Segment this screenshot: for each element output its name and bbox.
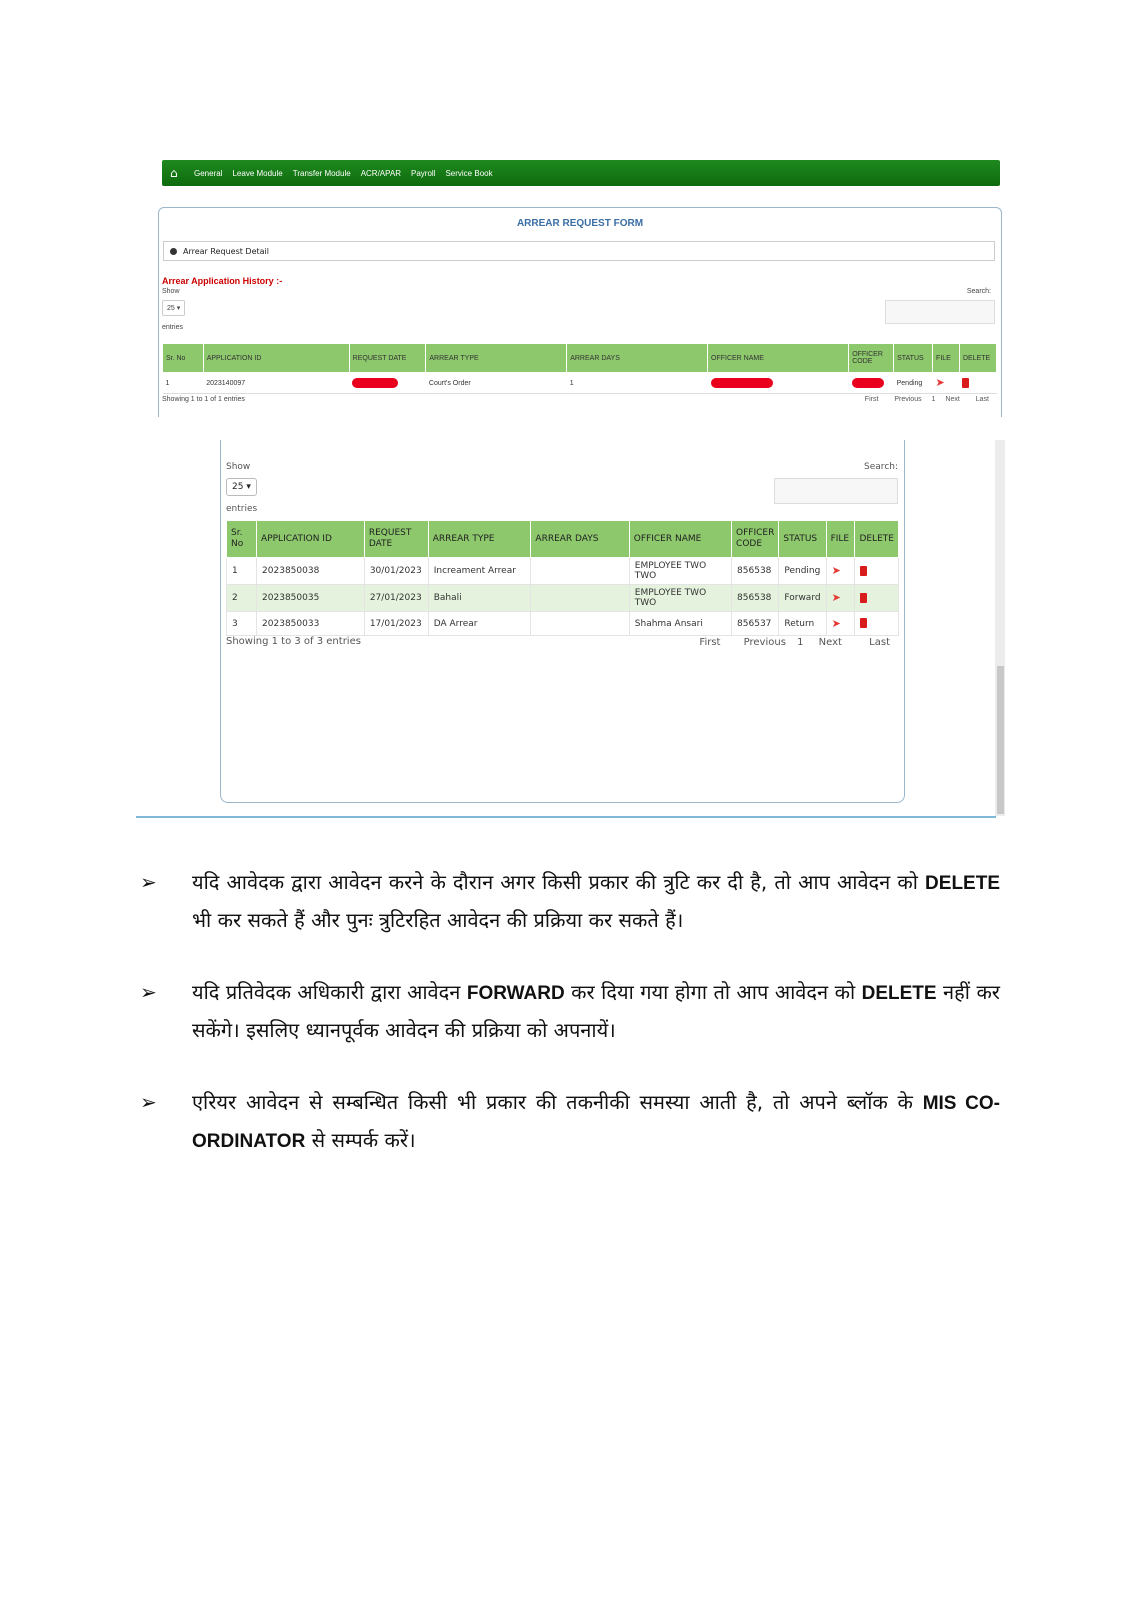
arrear-table — [226, 520, 899, 636]
show-label: Show — [226, 462, 251, 472]
entries-label: entries — [226, 504, 258, 514]
col-arrear-days[interactable]: ARREAR DAYS — [531, 521, 629, 558]
pager-next[interactable]: Next — [818, 637, 842, 648]
redaction-mark — [852, 378, 884, 388]
instruction-text — [192, 864, 1000, 938]
cell-delete — [959, 373, 996, 394]
col-request-date[interactable]: REQUEST DATE — [364, 521, 428, 558]
col-request-date[interactable]: REQUEST DATE — [349, 344, 426, 373]
arrow-bullet-icon: ➢ — [140, 980, 157, 1004]
bold-text: DELETE — [925, 873, 1000, 894]
col-arrear-type[interactable]: ARREAR TYPE — [426, 344, 567, 373]
pager-page[interactable]: 1 — [931, 396, 936, 403]
home-icon[interactable]: ⌂ — [170, 166, 178, 180]
cell-file — [826, 558, 855, 585]
collapse-icon — [170, 248, 177, 255]
pager-first[interactable]: First — [699, 637, 721, 648]
nav-service-book[interactable]: Service Book — [445, 168, 493, 178]
cell-status: Return — [779, 612, 826, 636]
col-status[interactable]: STATUS — [894, 344, 933, 373]
arrow-bullet-icon: ➢ — [140, 870, 157, 894]
search-label: Search: — [966, 288, 991, 295]
nav-leave-module[interactable]: Leave Module — [232, 168, 283, 178]
col-officer-name[interactable]: OFFICER NAME — [629, 521, 731, 558]
cell-arrear-days — [531, 612, 629, 636]
pdf-file-icon[interactable]: ➤ — [831, 591, 841, 604]
cell-delete — [855, 558, 899, 585]
instruction-item — [140, 974, 1000, 1048]
col-arrear-days[interactable]: ARREAR DAYS — [567, 344, 708, 373]
arrow-bullet-icon: ➢ — [140, 1090, 157, 1114]
pager-last[interactable]: Last — [975, 396, 989, 403]
col-officer-name[interactable]: OFFICER NAME — [708, 344, 849, 373]
page-size-value: 25 — [232, 482, 244, 492]
nav-transfer-module[interactable]: Transfer Module — [292, 168, 351, 178]
cell-status: Pending — [894, 373, 933, 394]
col-application-id[interactable]: APPLICATION ID — [203, 344, 349, 373]
cell-officer-redacted — [708, 373, 849, 394]
col-status[interactable]: STATUS — [779, 521, 826, 558]
text: यदि प्रतिवेदक अधिकारी द्वारा आवेदन — [192, 980, 467, 1004]
page-size-value: 25 — [167, 305, 175, 312]
cell-delete — [855, 585, 899, 612]
table-row — [227, 558, 899, 585]
bold-text: DELETE — [861, 983, 937, 1004]
page-size-select[interactable]: 25 ▾ — [226, 478, 257, 496]
cell-officer: Shahma Ansari — [629, 612, 731, 636]
pager-previous[interactable]: Previous — [894, 396, 922, 403]
col-sr-no[interactable]: Sr. No — [227, 521, 257, 558]
cell-sr: 1 — [163, 373, 204, 394]
pager-previous[interactable]: Previous — [743, 637, 786, 648]
text: एरियर आवेदन से सम्बन्धित किसी भी प्रकार की तकनीकी समस्या आती है, तो अपने ब्लॉक के — [192, 1090, 923, 1114]
history-table — [162, 343, 997, 394]
instruction-text — [192, 974, 1000, 1048]
cell-date: 17/01/2023 — [364, 612, 428, 636]
instruction-text — [192, 1084, 1000, 1160]
col-application-id[interactable]: APPLICATION ID — [257, 521, 365, 558]
cell-app-id: 2023140097 — [203, 373, 349, 394]
cell-app-id: 2023850035 — [257, 585, 365, 612]
arrear-request-panel — [158, 207, 1002, 417]
cell-arrear-type: Increament Arrear — [428, 558, 531, 585]
cell-sr: 3 — [227, 612, 257, 636]
nav-general[interactable]: General — [194, 168, 223, 178]
cell-status: Forward — [779, 585, 826, 612]
text: कर दिया गया होगा तो आप आवेदन को — [564, 980, 862, 1004]
table-header-row — [163, 344, 997, 373]
pdf-file-icon[interactable]: ➤ — [831, 564, 841, 577]
page-size-select[interactable]: 25 ▾ — [162, 300, 185, 316]
cell-arrear-days — [531, 558, 629, 585]
scrollbar-thumb[interactable] — [997, 666, 1004, 814]
col-file: FILE — [826, 521, 855, 558]
pager-first[interactable]: First — [864, 396, 879, 403]
cell-date: 27/01/2023 — [364, 585, 428, 612]
bold-text: MIS CO-ORDINATOR — [192, 1093, 1000, 1152]
table-row — [227, 585, 899, 612]
col-delete: DELETE — [855, 521, 899, 558]
pagination — [851, 396, 989, 403]
nav-payroll[interactable]: Payroll — [411, 168, 436, 178]
cell-code: 856538 — [732, 585, 779, 612]
history-title: Arrear Application History :- — [162, 276, 283, 286]
cell-file — [826, 585, 855, 612]
trash-icon[interactable] — [962, 378, 969, 388]
pager-page[interactable]: 1 — [797, 637, 804, 648]
cell-date-redacted — [349, 373, 426, 394]
table-row — [227, 612, 899, 636]
cell-code: 856538 — [732, 558, 779, 585]
pdf-file-icon[interactable]: ➤ — [935, 376, 945, 389]
trash-icon[interactable] — [860, 618, 867, 628]
col-arrear-type[interactable]: ARREAR TYPE — [428, 521, 531, 558]
search-input[interactable] — [885, 300, 995, 324]
cell-status: Pending — [779, 558, 826, 585]
cell-delete — [855, 612, 899, 636]
text: से सम्पर्क करें। — [305, 1128, 416, 1152]
divider — [136, 816, 996, 818]
showing-info: Showing 1 to 1 of 1 entries — [162, 396, 245, 403]
entries-label: entries — [162, 324, 184, 331]
form-title: ARREAR REQUEST FORM — [516, 218, 644, 229]
col-officer-code[interactable]: OFFICER CODE — [732, 521, 779, 558]
cell-arrear-type: Bahali — [428, 585, 531, 612]
cell-arrear-type: Court's Order — [426, 373, 567, 394]
pager-next[interactable]: Next — [945, 396, 960, 403]
search-input[interactable] — [774, 478, 898, 504]
trash-icon[interactable] — [860, 566, 867, 576]
cell-officer: EMPLOYEE TWO TWO — [629, 585, 731, 612]
cell-arrear-type: DA Arrear — [428, 612, 531, 636]
col-delete: DELETE — [959, 344, 996, 373]
detail-label: Arrear Request Detail — [183, 246, 269, 256]
col-file: FILE — [933, 344, 960, 373]
showing-info: Showing 1 to 3 of 3 entries — [226, 636, 361, 647]
cell-sr: 1 — [227, 558, 257, 585]
cell-arrear-days — [531, 585, 629, 612]
cell-date: 30/01/2023 — [364, 558, 428, 585]
instruction-item — [140, 1084, 1000, 1160]
redaction-mark — [711, 378, 773, 388]
text: यदि आवेदक द्वारा आवेदन करने के दौरान अगर किसी प्रकार की त्रुटि कर दी है, तो आप आवेदन को — [192, 870, 926, 894]
cell-officer: EMPLOYEE TWO TWO — [629, 558, 731, 585]
table-row — [163, 373, 997, 394]
trash-icon[interactable] — [860, 593, 867, 603]
arrear-request-detail-toggle[interactable] — [163, 241, 995, 261]
pagination — [685, 637, 890, 648]
bold-text: FORWARD — [466, 983, 565, 1004]
cell-code-redacted — [849, 373, 894, 394]
cell-app-id: 2023850033 — [257, 612, 365, 636]
arrear-list-panel — [220, 440, 905, 803]
cell-file — [933, 373, 960, 394]
pager-last[interactable]: Last — [869, 637, 890, 648]
nav-acr-apar[interactable]: ACR/APAR — [360, 168, 401, 178]
cell-code: 856537 — [732, 612, 779, 636]
col-officer-code[interactable]: OFFICER CODE — [849, 344, 894, 373]
top-nav-bar — [162, 160, 1000, 186]
pdf-file-icon[interactable]: ➤ — [831, 616, 841, 630]
cell-arrear-days: 1 — [567, 373, 708, 394]
redaction-mark — [352, 378, 398, 388]
text: नहीं कर सकेंगे। इसलिए ध्यानपूर्वक आवेदन की प्रक्रिया को अपनायें। — [192, 980, 1000, 1042]
show-label: Show — [162, 288, 180, 295]
cell-app-id: 2023850038 — [257, 558, 365, 585]
instruction-item — [140, 864, 1000, 938]
cell-sr: 2 — [227, 585, 257, 612]
table-header-row — [227, 521, 899, 558]
cell-file — [826, 612, 855, 636]
search-label: Search: — [864, 462, 898, 472]
text: भी कर सकते हैं और पुनः त्रुटिरहित आवेदन की प्रक्रिया कर सकते हैं। — [192, 908, 684, 932]
col-sr-no[interactable]: Sr. No — [163, 344, 204, 373]
